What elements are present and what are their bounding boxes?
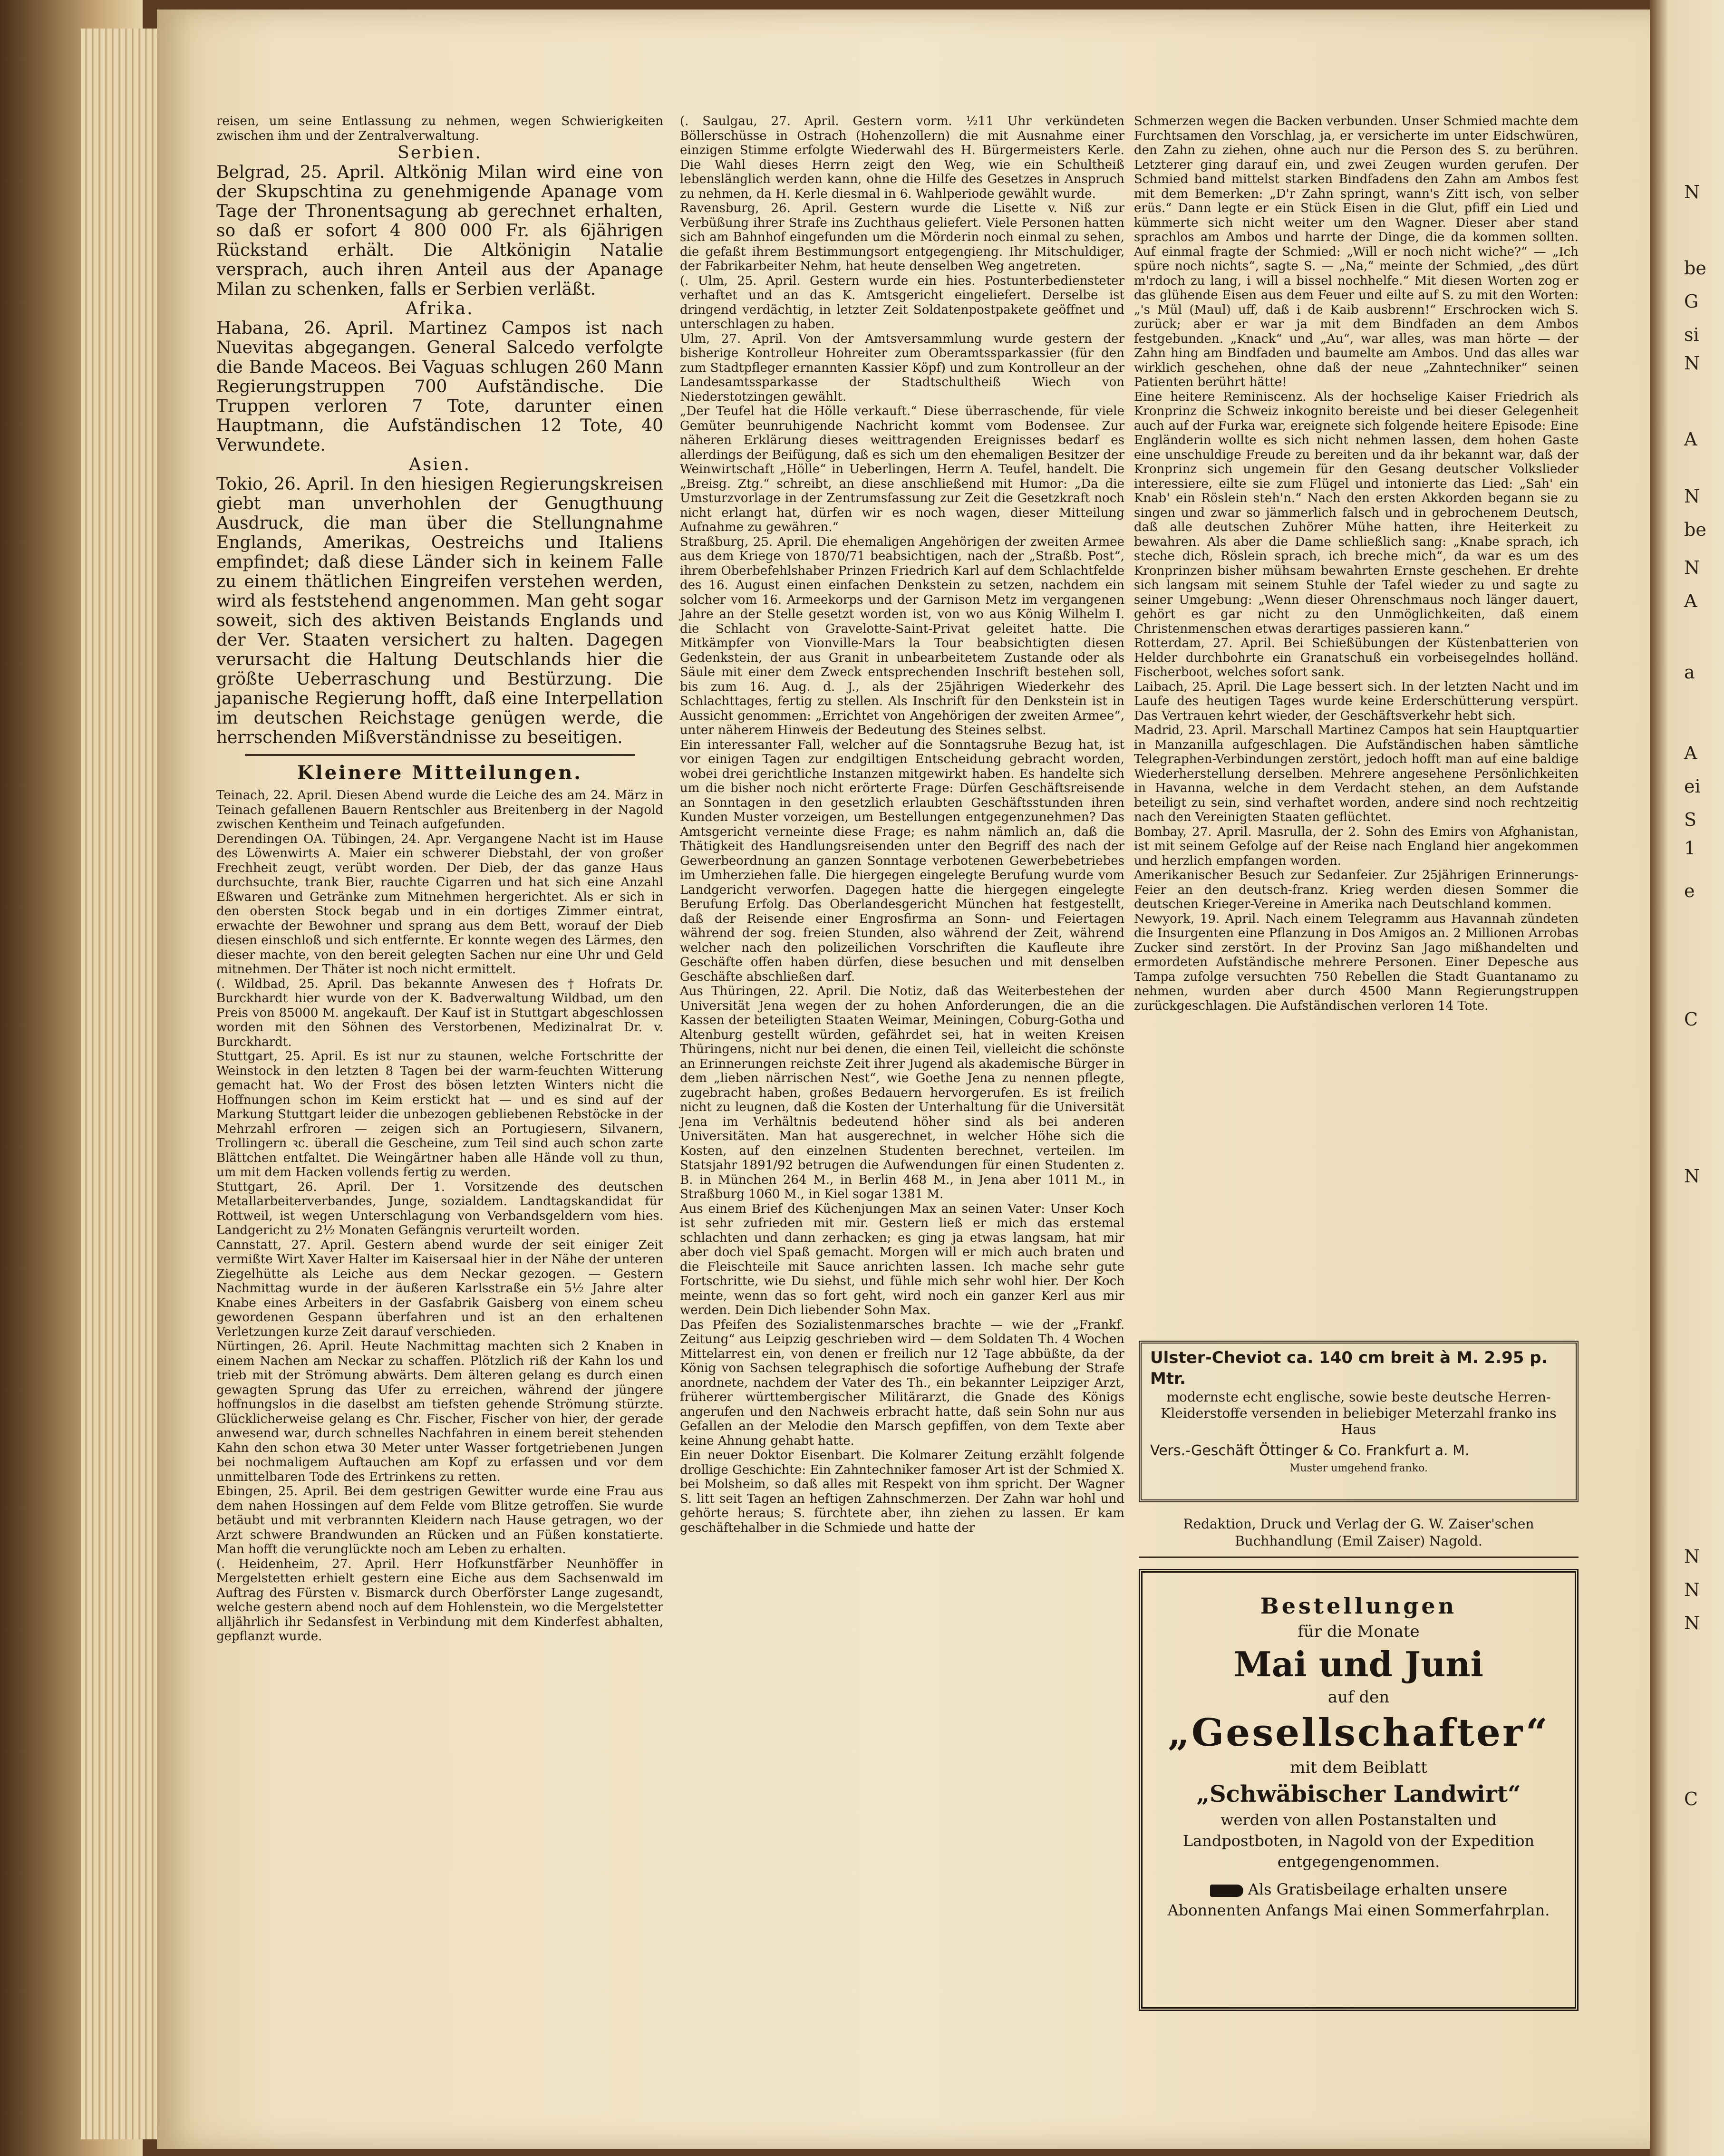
column-1 [216, 114, 663, 1644]
next-page-fragment: ei [1684, 776, 1701, 797]
news-item: Madrid, 23. April. Marschall Martinez Campos hat sein Hauptquartier in Manzanilla aufgeschlagen. Die Aufständischen haben sämtliche Telegraphen-Verbindungen zerstört, jedoch hofft man auf eine baldige Wiederherstellung derselben. Mehrere angesehene Persönlichkeiten in Havanna, welche in dem Verdacht stehen, an dem Aufstande beteiligt zu sein, sind verhaftet worden, andere sind noch rechtzeitig nach den Vereinigten Staaten geflüchtet. [1134, 723, 1579, 824]
news-item: Aus Thüringen, 22. April. Die Notiz, daß das Weiterbestehen der Universität Jena wegen der zu hohen Anforderungen, die an die Kassen der beteiligten Staaten Weimar, Meiningen, Coburg-Gotha und Altenburg gestellt würden, gefährdet sei, hat in weiten Kreisen Thüringens, nicht nur bei denen, die einen Teil, vielleicht die schönste an Erinnerungen reichste Zeit ihrer Jugend als akademische Bürger in dem „lieben närrischen Nest“, wie Goethe Jena zu nennen pflegte, zugebracht haben, großes Bedauern hervorgerufen. Es ist freilich nicht zu leugnen, daß die Kosten der Unterhaltung für die Universität Jena im Verhältnis bedeutend höher sind als bei anderen Universitäten. Man hat ausgerechnet, in welcher Höhe sich die Kosten, auf den einzelnen Studenten berechnet, verteilen. Im Statsjahr 1891/92 betrugen die Aufwendungen für einen Studenten z. B. in München 264 M., in Berlin 468 M., in Jena aber 1011 M., in Straßburg 1060 M., in Kiel sogar 1381 M. [680, 984, 1124, 1201]
ad-body: modernste echt englische, sowie beste deutsche Herren-Kleiderstoffe versenden in beliebiger Meterzahl franko ins Haus [1161, 1389, 1557, 1437]
ad-body: werden von allen Postanstalten und Landpostboten, in Nagold von der Expedition entgegengenommen. [1182, 1811, 1535, 1871]
ad-on: auf den [1327, 1688, 1390, 1707]
next-page-fragment: N [1684, 182, 1700, 203]
ad-gratis-line [1162, 1879, 1556, 1921]
next-page-fragment: C [1684, 1009, 1698, 1030]
news-item: Stuttgart, 26. April. Der 1. Vorsitzende des deutschen Metallarbeiterverbandes, Junge, sozialdem. Landtagskandidat für Rottweil, ist wegen Unterschlagung von Verbandsgeldern vom hies. Landgericht zu 2½ Monaten Gefängnis verurteilt worden. [216, 1180, 663, 1238]
next-page-fragment: si [1684, 324, 1699, 345]
section-head-afrika: Afrika. [406, 299, 474, 319]
news-item: Teinach, 22. April. Diesen Abend wurde die Leiche des am 24. März in Teinach gefallenen Bauern Rentschler aus Breitenberg in der Nagold zwischen Kentheim und Teinach aufgefunden. [216, 788, 663, 831]
next-page-fragment: N [1684, 353, 1700, 374]
ad-months: Mai und Juni [1234, 1644, 1483, 1684]
next-page-fragment: N [1684, 557, 1700, 578]
news-item: Ulm, 27. April. Von der Amtsversammlung wurde gestern der bisherige Kontrolleur Hohreiter zum Oberamtssparkassier (für den zum Stadtpfleger ernannten Kassier Köpf) und zum Kontrolleur an der Landesamtssparkasse der Stadtschultheiß Wiech von Niederstotzingen gewählt. [680, 331, 1124, 404]
news-item: Nürtingen, 26. April. Heute Nachmittag machten sich 2 Knaben in einem Nachen am Neckar zu schaffen. Plötzlich riß der Kahn los und trieb mit der Strömung abwärts. Dem älteren gelang es durch einen gewagten Sprung das Ufer zu erreichen, während der jüngere hoffnungslos in die daselbst am tiefsten gehende Strömung stürzte. Glücklicherweise gelang es Chr. Fischer, Fischer von hier, der gerade anwesend war, durch schnelles Nachfahren in einem bereit stehenden Kahn den schon etwa 30 Meter unter Wasser fortgetriebenen Jungen bei nochmaligem Auftauchen am Kopf zu erfassen und vor dem unmittelbaren Tode des Ertrinkens zu retten. [216, 1339, 663, 1484]
advertisement-ulster-cheviot [1139, 1341, 1579, 1502]
advertisement-bestellungen [1139, 1569, 1579, 2011]
next-page-fragment: N [1684, 1546, 1700, 1567]
ad-supplement-prefix: mit dem Beiblatt [1290, 1758, 1427, 1777]
news-item: Ebingen, 25. April. Bei dem gestrigen Gewitter wurde eine Frau aus dem nahen Hossingen auf dem Felde vom Blitze getroffen. Sie wurde betäubt und mit verbrannten Kleidern nach Hause getragen, wo der Arzt schwere Brandwunden an Rücken und an Füßen konstatierte. Man hofft die verunglückte noch am Leben zu erhalten. [216, 1484, 663, 1557]
news-item: (. Wildbad, 25. April. Das bekannte Anwesen des † Hofrats Dr. Burckhardt hier wurde von der K. Badverwaltung Wildbad, um den Preis von 85000 M. angekauft. Der Kauf ist in Stuttgart abgeschlossen worden mit den Söhnen des Verstorbenen, Medizinalrat Dr. v. Burckhardt. [216, 976, 663, 1049]
ad-company: Vers.-Geschäft Öttinger & Co. Frankfurt a. M. [1150, 1442, 1470, 1459]
divider [245, 754, 635, 756]
news-item: (. Ulm, 25. April. Gestern wurde ein hies. Postunterbediensteter verhaftet und an das K. Amtsgericht eingeliefert. Derselbe ist dringend verdächtig, in letzter Zeit Soldatenpostpakete geöffnet und unterschlagen zu haben. [680, 273, 1124, 331]
section-title-kleinere-mitteilungen: Kleinere Mitteilungen. [297, 762, 583, 784]
next-page-fragment: A [1684, 429, 1697, 450]
next-page-edge [1650, 0, 1724, 2156]
ad-for-months: für die Monate [1298, 1622, 1420, 1641]
news-item: Eine heitere Reminiscenz. Als der hochselige Kaiser Friedrich als Kronprinz die Schweiz inkognito bereiste und bei dieser Gelegenheit auch auf der Furka war, ereignete sich folgende heitere Episode: Eine Engländerin wollte es sich nicht nehmen lassen, dem hohen Gaste eine unschuldige Freude zu bereiten und da ihr bekannt war, daß der Kronprinz sich ungemein für den Gesang deutscher Volkslieder interessiere, eilte sie zum Flügel und intonierte das Lied: „Sah' ein Knab' ein Röslein steh'n.“ Nach den ersten Akkorden begann sie zu singen und zwar so jämmerlich falsch und in gebrochenem Deutsch, daß alle deutschen Zuhörer Mühe hatten, ihre Heiterkeit zu bewahren. Als aber die Dame schließlich sang: „Knabe sprach, ich steche dich, Röslein sprach, ich breche mich“, da war es um des Kronprinzen bisher mühsam bewahrten Ernste geschehen. Er drehte sich langsam mit seinem Stuhle der Tafel wieder zu und sagte zu seiner Umgebung: „Wenn dieser Ohrenschmaus noch länger dauert, gehört es gar nicht zu den Unmöglichkeiten, daß einem Christenmenschen etwas derartiges passieren kann.“ [1134, 389, 1579, 636]
page-edges [81, 29, 166, 2139]
news-item: Das Pfeifen des Sozialistenmarsches brachte — wie der „Frankf. Zeitung“ aus Leipzig geschrieben wird — dem Soldaten Th. 4 Wochen Mittelarrest ein, von denen er freilich nur 12 Tage abbüßte, da der König von Sachsen telegraphisch die sofortige Aufhebung der Strafe anordnete, nachdem der Vater des Th., ein bekannter Leipziger Arzt, früherer württembergischer Militärarzt, die Gnade des Königs angerufen und den Nachweis erbracht hatte, daß sein Sohn nur aus Gefallen an der Melodie den Marsch gepfiffen, von dem Texte aber keine Ahnung gehabt hatte. [680, 1317, 1124, 1448]
next-page-fragment: a [1684, 662, 1695, 683]
news-item: Amerikanischer Besuch zur Sedanfeier. Zur 25jährigen Erinnerungs-Feier an den deutsch-franz. Krieg werden diesen Sommer die deutschen Krieger-Vereine in Amerika nach Deutschland kommen. [1134, 868, 1579, 911]
ad-gratis-text: Als Gratisbeilage erhalten unsere Abonnenten Anfangs Mai einen Sommerfahrplan. [1167, 1880, 1550, 1919]
ad-supplement-name: „Schwäbischer Landwirt“ [1196, 1781, 1521, 1808]
news-item: (. Saulgau, 27. April. Gestern vorm. ½11 Uhr verkündeten Böllerschüsse in Ostrach (Hohenzollern) die mit Ausnahme einer einzigen Stimme erfolgte Wiederwahl des H. Bürgermeisters Kerle. Die Wahl dieses Herrn zeigt den Weg, wie ein Schultheiß lebenslänglich werden kann, ohne die Hilfe des Gesetzes in Anspruch zu nehmen, da H. Kerle diesmal in 6. Wahlperiode gewählt wurde. [680, 114, 1124, 201]
article-habana: Habana, 26. April. Martinez Campos ist nach Nuevitas abgegangen. General Salcedo verfolgte die Bande Maceos. Bei Vaguas schlugen 260 Mann Regierungstruppen 700 Aufständische. Die Truppen verloren 7 Tote, darunter einen Hauptmann, die Aufständischen 12 Tote, 40 Verwundete. [216, 319, 663, 455]
next-page-fragment: A [1684, 743, 1697, 764]
news-item: Derendingen OA. Tübingen, 24. Apr. Vergangene Nacht ist im Hause des Löwenwirts A. Maier ein schwerer Diebstahl, der von großer Frechheit zeugt, verübt worden. Der Dieb, der das ganze Haus durchsuchte, trank Bier, rauchte Cigarren und hat sich eine Anzahl Eßwaren und Getränke zum Mitnehmen hergerichtet. Als er sich in den obersten Stock begab und in ein dortiges Zimmer eintrat, erwachte der Bewohner und sprang aus dem Bett, worauf der Dieb diesen einschloß und sich entfernte. Er konnte wegen des Lärmes, den dieser machte, von den bereit gelegten Sachen nur eine Uhr und Geld mitnehmen. Der Thäter ist noch nicht ermittelt. [216, 831, 663, 976]
column-3 [1134, 114, 1579, 1013]
next-page-fragment: N [1684, 1579, 1700, 1600]
ad-headline: Ulster-Cheviot ca. 140 cm breit à M. 2.95 p. Mtr. [1150, 1348, 1548, 1388]
next-page-fragment: be [1684, 258, 1706, 279]
next-page-fragment: N [1684, 1613, 1700, 1634]
news-item: Schmerzen wegen die Backen verbunden. Unser Schmied machte dem Furchtsamen den Vorschlag, ja, er versicherte im unter Eidschwüren, den Zahn zu ziehen, ohne auch nur die Person des S. zu berühren. Letzterer ging darauf ein, und zwei Zeugen wurden gerufen. Der Schmied band mittelst starken Bindfadens den Zahn am Ambos fest mit dem Bemerken: „D'r Zahn springt, wann's Zitt isch, von selber erüs.“ Dann legte er ein Stück Eisen in die Glut, pfiff ein Lied und kümmerte sich nicht weiter um den Wagner. Dieser aber stand sprachlos am Ambos und harrte der Dinge, die da kommen sollten. Auf einmal fragte der Schmied: „Will er noch nicht wiche?“ — „Ich spüre noch nichts“, sagte S. — „Na,“ meinte der Schmied, „des dürt m'rdoch zu lang, i will a bissel nochhelfe.“ Mit diesen Worten zog er das glühende Eisen aus dem Feuer und eilte auf S. zu mit den Worten: „'s Mül (Maul) uff, daß i de Kaib ausbrenn!“ Erschrocken wich S. zurück; aber er war ja mit dem Bindfaden an dem Ambos festgebunden. „Knack“ und „Au“, war alles, was man hörte — der Zahn hing am Bindfaden und baumelte am Ambos. Und das alles war wirklich geschehen, ohne daß der neue „Zahntechniker“ seinen Patienten berührt hätte! [1134, 114, 1579, 389]
next-page-fragment: A [1684, 590, 1697, 611]
news-item: Laibach, 25. April. Die Lage bessert sich. In der letzten Nacht und im Laufe des heutigen Tages wurde keine Erderschütterung verspürt. Das Vertrauen kehrt wieder, der Geschäftsverkehr hebt sich. [1134, 679, 1579, 723]
next-page-fragment: N [1684, 1166, 1700, 1187]
imprint: Redaktion, Druck und Verlag der G. W. Zaiser'schen Buchhandlung (Emil Zaiser) Nagold. [1139, 1516, 1579, 1558]
ad-paper-name: „Gesellschafter“ [1167, 1710, 1550, 1755]
news-item: „Der Teufel hat die Hölle verkauft.“ Diese überraschende, für viele Gemüter beunruhigende Nachricht kommt vom Bodensee. Zur näheren Erklärung dieses weittragenden Ereignisses bedarf es allerdings der Beifügung, daß es sich um den ehemaligen Besitzer der Weinwirtschaft „Hölle“ in Ueberlingen, Herrn A. Teufel, handelt. Die „Breisg. Ztg.“ schreibt, an diese anschließend mit Humor: „Da die Umsturzvorlage in der Zentrumsfassung zur Zeit die Gesetzkraft noch nicht erlangt hat, dürfen wir es noch wagen, dieser Mitteilung Aufnahme zu gewähren.“ [680, 404, 1124, 534]
news-item: (. Heidenheim, 27. April. Herr Hofkunstfärber Neunhöffer in Mergelstetten erhielt gestern eine Eiche aus dem Sachsenwald im Auftrag des Fürsten v. Bismarck durch Oberförster Lange zugesandt, welche gestern abend noch auf dem Hohlenstein, wo die Mergelstetter alljährlich ihr Sedansfest in Verbindung mit dem Kinderfest abhalten, gepflanzt wurde. [216, 1557, 663, 1644]
lead-text: reisen, um seine Entlassung zu nehmen, wegen Schwierigkeiten zwischen ihm und der Zentralverwaltung. [216, 114, 663, 143]
ad-footer: Muster umgehend franko. [1289, 1462, 1428, 1474]
news-item: Ein neuer Doktor Eisenbart. Die Kolmarer Zeitung erzählt folgende drollige Geschichte: Ein Zahntechniker famoser Art ist der Schmied X. bei Molsheim, so daß alles mit Respekt von ihm spricht. Der Wagner S. litt seit Tagen an heftigen Zahnschmerzen. Der Zahn war hohl und gehörte heraus; S. fürchtete aber, ihn ziehen zu lassen. Er kam geschäftehalber in die Schmiede und hatte der [680, 1448, 1124, 1535]
section-head-serbien: Serbien. [397, 143, 482, 163]
news-item: Bombay, 27. April. Masrulla, der 2. Sohn des Emirs von Afghanistan, ist mit seinem Gefolge auf der Reise nach England hier angekommen und herzlich empfangen worden. [1134, 824, 1579, 868]
news-item: Ravensburg, 26. April. Gestern wurde die Lisette v. Niß zur Verbüßung ihrer Strafe ins Zuchthaus geliefert. Viele Personen hatten sich am Bahnhof eingefunden um die Mörderin noch einmal zu sehen, die gefaßt ihrem Bestimmungsort entgegengieng. Ihr Mitschuldiger, der Fabrikarbeiter Nehm, hat heute denselben Weg angetreten. [680, 201, 1124, 273]
next-page-fragment: e [1684, 880, 1695, 901]
section-head-asien: Asien. [409, 455, 471, 474]
next-page-fragment: C [1684, 1789, 1698, 1809]
article-tokio: Tokio, 26. April. In den hiesigen Regierungskreisen giebt man unverhohlen der Genugthuung Ausdruck, die man über die Stellungnahme Englands, Amerikas, Oestreichs und Italiens empfindet; daß diese Länder sich in keinem Falle zu einem thätlichen Eingreifen verstehen werden, wird als feststehend angenommen. Man geht sogar soweit, sich des aktiven Beistands Englands und der Ver. Staaten versichert zu halten. Dagegen verursacht die Haltung Deutschlands hier die größte Ueberraschung und Bestürzung. Die japanische Regierung hofft, daß eine Interpellation im deutschen Reichstage genügen werde, die herrschenden Mißverständnisse zu beseitigen. [216, 474, 663, 747]
column-2 [680, 114, 1124, 1535]
ad-title: Bestellungen [1260, 1593, 1457, 1619]
next-page-fragment: G [1684, 291, 1699, 312]
news-item: Stuttgart, 25. April. Es ist nur zu staunen, welche Fortschritte der Weinstock in den letzten 8 Tagen bei der warm-feuchten Witterung gemacht hat. Wo der Frost des bösen letzten Winters nicht die Hoffnungen schon im Keim erstickt hat — und es sind auf der Markung Stuttgart leider die unbezogen gebliebenen Rebstöcke in der Mehrzahl erfroren — zeigen sich an Portugiesern, Silvanern, Trollingern ꝛc. überall die Gescheine, zum Teil sind auch schon zarte Blättchen entfaltet. Die Weingärtner haben alle Hände voll zu thun, um mit dem Hacken vollends fertig zu werden. [216, 1049, 663, 1180]
next-page-fragment: 1 [1684, 838, 1696, 859]
next-page-fragment: S [1684, 809, 1697, 830]
article-belgrad: Belgrad, 25. April. Altkönig Milan wird eine von der Skupschtina zu genehmigende Apanage vom Tage der Thronentsagung ab gerechnet erhalten, so daß er sofort 4 800 000 Fr. als 6jährigen Rückstand erhält. Die Altkönigin Natalie versprach, auch ihren Anteil aus der Apanage Milan zu schenken, falls er Serbien verläßt. [216, 163, 663, 299]
next-page-fragment: be [1684, 519, 1706, 540]
pointing-hand-icon [1210, 1885, 1243, 1897]
next-page-fragment: N [1684, 486, 1700, 507]
news-item: Newyork, 19. April. Nach einem Telegramm aus Havannah zündeten die Insurgenten eine Pflanzung in Dos Amigos an. 2 Millionen Arrobas Zucker sind zerstört. In der Provinz San Jago mißhandelten und ermordeten Aufständische mehrere Personen. Einer Depesche aus Tampa zufolge versuchten 750 Rebellen die Stadt Guantanamo zu nehmen, wurden aber durch 4500 Mann Regierungstruppen zurückgeschlagen. Die Aufständischen verloren 14 Tote. [1134, 911, 1579, 1013]
news-item: Aus einem Brief des Küchenjungen Max an seinen Vater: Unser Koch ist sehr zufrieden mit mir. Gestern ließ er mich das erstemal schlachten und dann zerhacken; es ging ja etwas langsam, hat mir aber doch viel Spaß gemacht. Morgen will er mich auch braten und die Fleischteile mit Sauce anrichten lassen. Ich mache sehr gute Fortschritte, wie Du siehst, und fühle mich sehr wohl hier. Der Koch meinte, wenn das so fort geht, wird noch ein ganzer Kerl aus mir werden. Dein Dich liebender Sohn Max. [680, 1201, 1124, 1317]
news-item: Cannstatt, 27. April. Gestern abend wurde der seit einiger Zeit vermißte Wirt Xaver Halter im Kaisersaal hier in der Nähe der unteren Ziegelhütte als Leiche aus dem Neckar gezogen. — Gestern Nachmittag wurde in der äußeren Karlsstraße ein 5½ Jahre alter Knabe eines Arbeiters in der Gasfabrik Gaisberg von einem scheu gewordenen Gespann überfahren und ist an den erhaltenen Verletzungen kurze Zeit darauf verschieden. [216, 1238, 663, 1339]
news-item: Ein interessanter Fall, welcher auf die Sonntagsruhe Bezug hat, ist vor einigen Tagen zur endgiltigen Entscheidung gebracht worden, wobei drei gerichtliche Instanzen mitgewirkt haben. Es handelte sich um die bisher noch nicht erörterte Frage: Dürfen Geschäftsreisende an Sonntagen in den gesetzlich erlaubten Geschäftsstunden ihren Kunden Muster vorzeigen, um Bestellungen entgegenzunehmen? Das Amtsgericht verneinte diese Frage; es nahm nämlich an, daß die Thätigkeit des Handlungsreisenden unter den Begriff des nach der Gewerbeordnung an ganzen Sonntage verbotenen Gewerbebetriebes im Umherziehen falle. Die hiergegen eingelegte Berufung wurde vom Landgericht verworfen. Dagegen hatte die hiergegen eingelegte Berufung Erfolg. Das Oberlandesgericht München hat festgestellt, daß der Reisende einer Engrosfirma an Sonn- und Feiertagen während der sog. freien Stunden, also während der Zeit, während welcher nach den polizeilichen Vorschriften die Kaufleute ihre Geschäfte offen haben dürfen, diese besuchen und mit denselben Geschäfte abschließen darf. [680, 737, 1124, 984]
news-item: Straßburg, 25. April. Die ehemaligen Angehörigen der zweiten Armee aus dem Kriege von 1870/71 beabsichtigen, nach der „Straßb. Post“, ihrem Oberbefehlshaber Prinzen Friedrich Karl auf dem Schlachtfelde des 16. August einen einfachen Denkstein zu setzen, nachdem ein solcher vom 16. Armeekorps und der Garnison Metz im vergangenen Jahre an der Stelle gesetzt worden ist, von wo aus König Wilhelm I. die Schlacht von Gravelotte-Saint-Privat geleitet hatte. Die Mitkämpfer von Vionville-Mars la Tour beabsichtigten diesen Gedenkstein, der aus Granit in unbearbeitetem Zustande oder als Säule mit einer dem Zweck entsprechenden Inschrift bestehen soll, bis zum 16. Aug. d. J., als der 25jährigen Wiederkehr des Schlachttages, fertig zu stellen. Als Inschrift für den Denkstein ist in Aussicht genommen: „Errichtet von Angehörigen der zweiten Armee“, unter näherem Hinweis der Bedeutung des Steines selbst. [680, 534, 1124, 737]
news-item: Rotterdam, 27. April. Bei Schießübungen der Küstenbatterien von Helder durchbohrte ein Granatschuß ein vorbeisegelndes holländ. Fischerboot, welches sofort sank. [1134, 636, 1579, 679]
